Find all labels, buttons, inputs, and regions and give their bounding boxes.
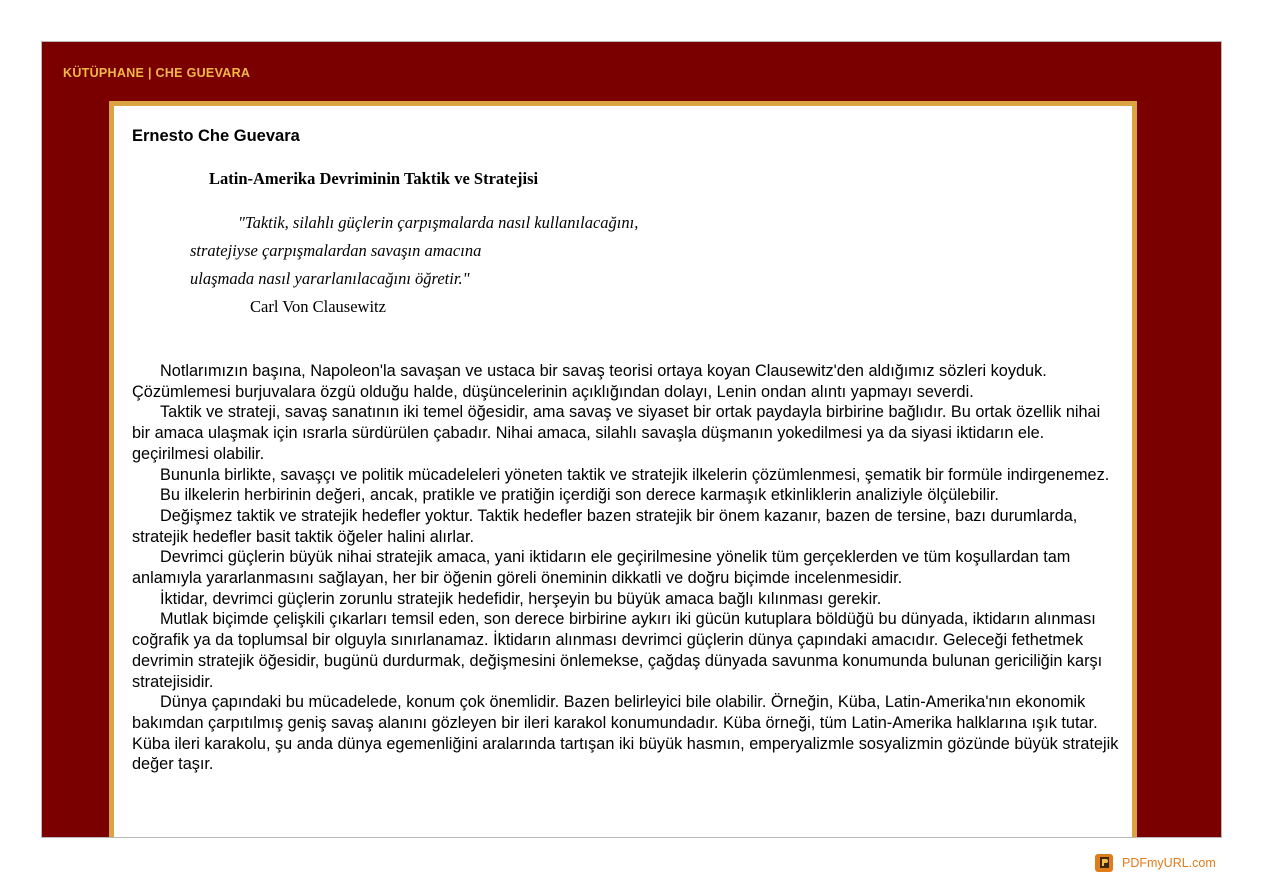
quote-line: "Taktik, silahlı güçlerin çarpışmalarda nasıl kullanılacağını, [238, 213, 639, 232]
document-content [114, 106, 1132, 837]
quote-line: ulaşmada nasıl yararlanılacağını öğretir." [190, 269, 470, 288]
document-title: Latin-Amerika Devriminin Taktik ve Stratejisi [209, 169, 539, 188]
breadcrumb[interactable]: KÜTÜPHANE | CHE GUEVARA [63, 66, 251, 80]
paragraph: Değişmez taktik ve stratejik hedefler yoktur. Taktik hedefler bazen stratejik bir önem kazanır, bazen de tersine, bazı durumlarda, stratejik hedefler basit taktik öğeler halini alırlar. [132, 506, 1078, 546]
quote-line: stratejiyse çarpışmalardan savaşın amacına [190, 241, 482, 260]
paragraph: Notlarımızın başına, Napoleon'la savaşan ve ustaca bir savaş teorisi ortaya koyan Clausewitz'den aldığımız sözleri koyduk. Çözümlemesi burjuvalara özgü olduğu halde, düşüncelerinin açıklığından dolayı, Lenin ondan alıntı yapmayı severdi. [132, 362, 1047, 401]
paragraph: Bununla birlikte, savaşçı ve politik mücadeleleri yöneten taktik ve stratejik ilkelerin çözümlenmesi, şematik bir formüle indirgenemez. [160, 465, 1110, 484]
paragraph: Mutlak biçimde çelişkili çıkarları temsil eden, son derece birbirine aykırı iki gücün kutuplara böldüğü bu dünyada, iktidarın alınması coğrafik ya da toplumsal bir olguyla sınırlanamaz. İktidarın alınması devrimci güçlerin dünya çapındaki amacıdır. Geleceği fethetmek devrimin stratejik öğesidir, bugünü durdurmak, değişmesini önlemekse, çağdaş dünyada savunma konumunda bulunan gericiliğin karşı stratejisidir. [132, 610, 1103, 691]
document-card [109, 101, 1137, 837]
author-name: Ernesto Che Guevara [132, 127, 300, 145]
paragraph: Devrimci güçlerin büyük nihai stratejik amaca, yani iktidarın ele geçirilmesine yönelik tüm gerçeklerden ve tüm koşullardan tam anlamıyla yararlanmasını sağlayan, her bir öğenin göreli öneminin dikkatli ve doğru biçimde incelenmesidir. [132, 548, 1071, 588]
quote-attribution: Carl Von Clausewitz [250, 297, 386, 316]
body-text [132, 361, 1122, 775]
paragraph: Taktik ve strateji, savaş sanatının iki temel öğesidir, ama savaş ve siyaset bir ortak paydayla birbirine bağlıdır. Bu ortak özellik nihai bir amaca ulaşmak için ısrarla sürdürülen çabadır. Nihai amaca, silahlı savaşla düşmanın yokedilmesi ya da siyasi iktidarın ele. geçirilmesi olabilir. [132, 403, 1101, 463]
paragraph: İktidar, devrimci güçlerin zorunlu stratejik hedefidir, herşeyin bu büyük amaca bağlı kılınması gerekir. [160, 589, 882, 608]
pdfmyurl-link[interactable]: PDFmyURL.com [1122, 856, 1216, 870]
paragraph: Bu ilkelerin herbirinin değeri, ancak, pratikle ve pratiğin içerdiği son derece karmaşık etkinliklerin analiziyle ölçülebilir. [160, 486, 999, 505]
pdfmyurl-logo-icon[interactable] [1095, 854, 1113, 872]
paragraph: Dünya çapındaki bu mücadelede, konum çok önemlidir. Bazen belirleyici bile olabilir. Örneğin, Küba, Latin-Amerika'nın ekonomik bakımdan çarpıtılmış geniş savaş alanını gözleyen bir ileri karakol konumundadır. Küba örneği, tüm Latin-Amerika halklarına ışık tutar. Küba ileri karakolu, şu anda dünya egemenliğini aralarında tartışan iki büyük hasmın, emperyalizmle sosyalizmin gözünde büyük stratejik değer taşır. [132, 693, 1119, 774]
